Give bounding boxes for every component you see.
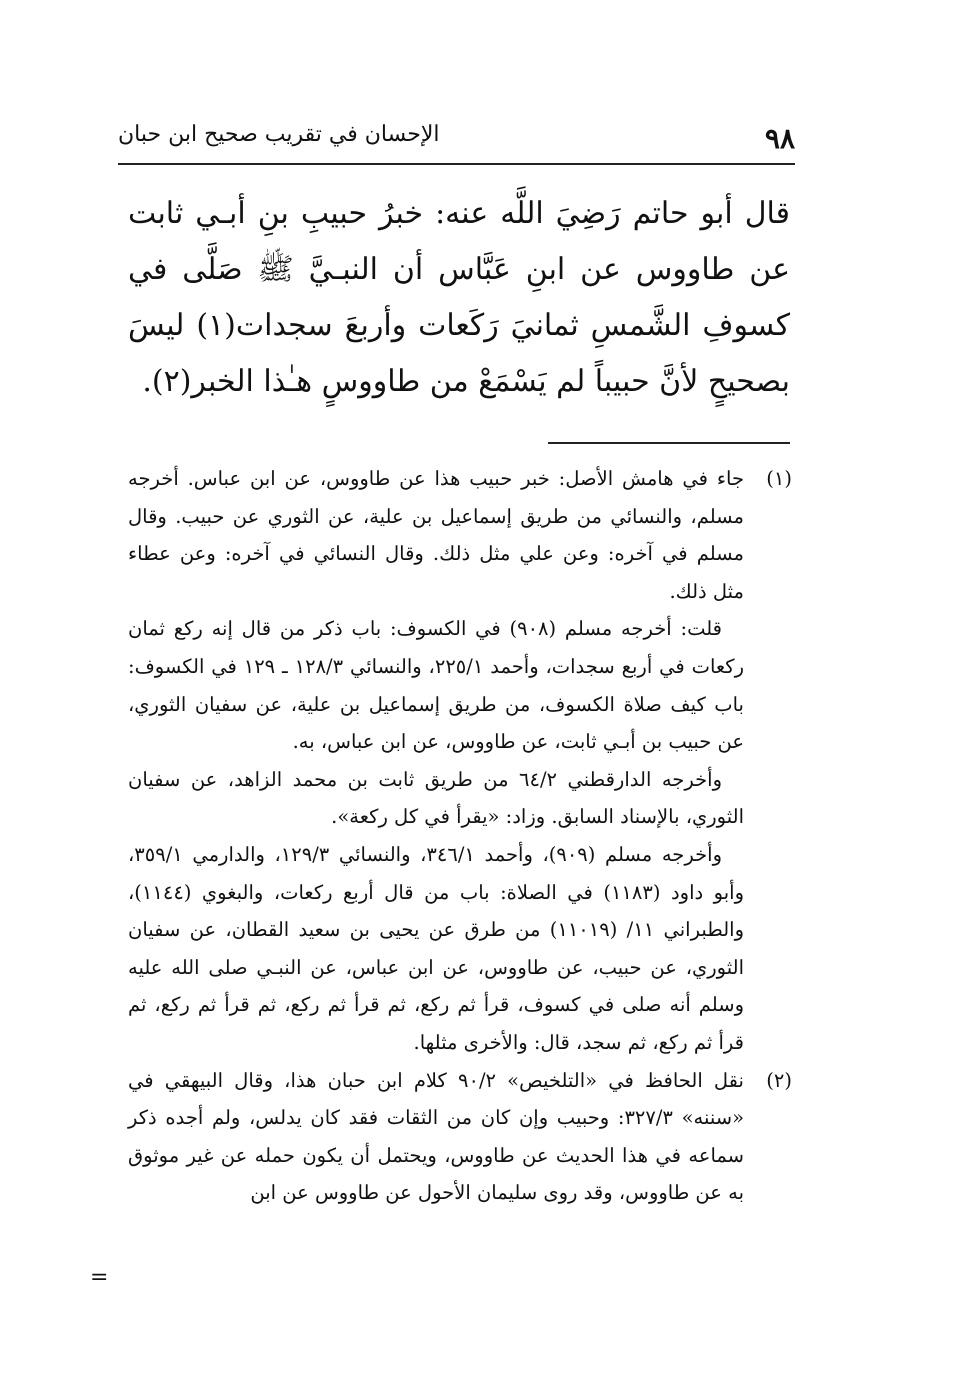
footnote-marker: (٢)	[766, 1068, 792, 1092]
footnote-1	[128, 460, 792, 1062]
footnote-paragraph: وأخرجه مسلم (٩٠٩)، وأحمد ٣٤٦/١، والنسائي ١٢٩/٣، والدارمي ٣٥٩/١، وأبو داود (١١٨٣) في الصلاة: باب من قال أربع ركعات، والبغوي (١١٤٤)، والطبراني ١١/ (١١٠١٩) من طرق عن يحيى بن سعيد القطان، عن سفيان الثوري، عن حبيب، عن طاووس، عن ابن عباس، عن النبـي صلى الله عليه وسلم أنه صلى في كسوف، قرأ ثم ركع، ثم قرأ ثم ركع، ثم قرأ ثم ركع، ثم قرأ ثم ركع، ثم سجد، قال: والأخرى مثلها.	[128, 842, 744, 1054]
footnote-marker: (١)	[766, 467, 792, 490]
header-rule	[118, 163, 795, 165]
footnote-text: نقل الحافظ في «التلخيص» ٩٠/٢ كلام ابن حبان هذا، وقال البيهقي في «سننه» ٣٢٧/٣: وحبيب وإن كان من الثقات فقد كان يدلس، ولم أجده ذكر سماعه في هذا الحديث عن طاووس، ويحتمل أن يكون حمله عن غير موثوق به عن طاووس، وقد روى سليمان الأحول عن طاووس عن ابن	[128, 1068, 744, 1205]
footnote-separator	[548, 442, 790, 444]
footnote-paragraph	[128, 460, 792, 610]
footnotes	[128, 460, 792, 1212]
page-number: ٩٨	[764, 122, 795, 155]
running-title: الإحسان في تقريب صحيح ابن حبان	[118, 122, 440, 147]
footnote-2	[128, 1062, 792, 1212]
main-text: قال أبو حاتم رَضِيَ اللَّه عنه: خبرُ حبيبِ بنِ أبـي ثابت عن طاووس عن ابنِ عَبَّاس أن النبـيَّ ﷺ صَلَّى في كسوفِ الشَّمسِ ثمانيَ رَكَعات وأربعَ سجدات(١) ليسَ بصحيحٍ لأنَّ حبيباً لم يَسْمَعْ من طاووسٍ هـٰذا الخبر(٢).	[128, 196, 790, 399]
continuation-mark: =	[90, 1265, 109, 1290]
footnote-paragraph: وأخرجه الدارقطني ٦٤/٢ من طريق ثابت بن محمد الزاهد، عن سفيان الثوري، بالإسناد السابق. وزاد: «يقرأ في كل ركعة».	[128, 767, 744, 829]
page-header	[118, 108, 795, 154]
footnote-paragraph	[128, 1062, 792, 1212]
footnote-text: جاء في هامش الأصل: خبر حبيب هذا عن طاووس، عن ابن عباس. أخرجه مسلم، والنسائي من طريق إسماعيل بن علية، عن الثوري عن حبيب. وقال مسلم في آخره: وعن علي مثل ذلك. وقال النسائي في آخره: وعن عطاء مثل ذلك.	[128, 467, 744, 603]
footnote-paragraph: قلت: أخرجه مسلم (٩٠٨) في الكسوف: باب ذكر من قال إنه ركع ثمان ركعات في أربع سجدات، وأحمد ٢٢٥/١، والنسائي ١٢٨/٣ ـ ١٢٩ في الكسوف: باب كيف صلاة الكسوف، من طريق إسماعيل بن علية، عن سفيان الثوري، عن حبيب بن أبـي ثابت، عن طاووس، عن ابن عباس، به.	[128, 617, 744, 754]
